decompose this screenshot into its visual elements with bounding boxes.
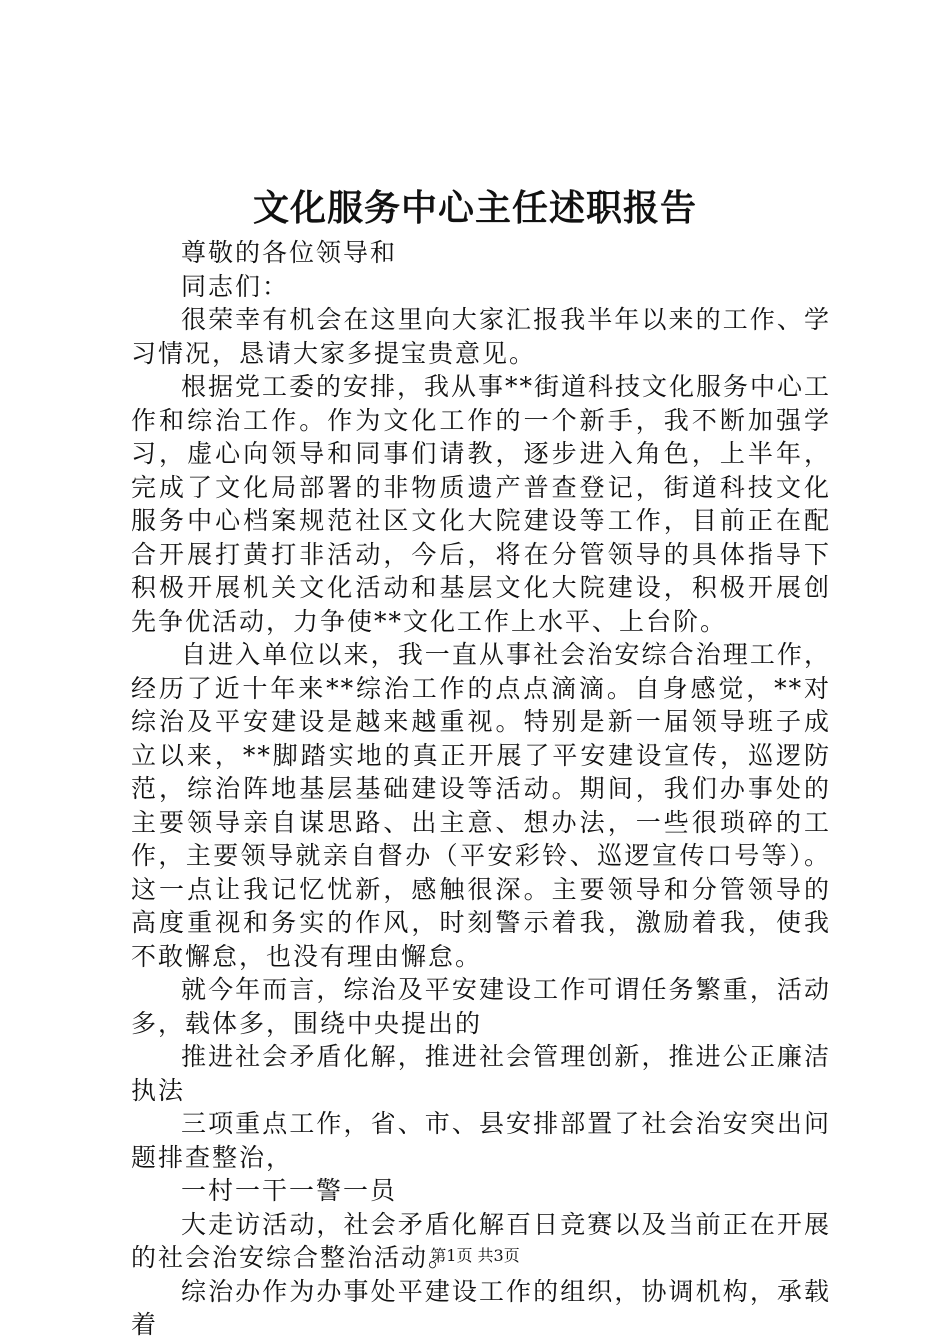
paragraph: 三项重点工作，省、市、县安排部置了社会治安突出问题排查整治， <box>131 1109 831 1172</box>
paragraph: 一村一干一警一员 <box>181 1176 398 1205</box>
paragraph: 就今年而言，综治及平安建设工作可谓任务繁重，活动多，载体多，围绕中央提出的 <box>131 975 831 1038</box>
page-number-footer: 第1页 共3页 <box>430 1246 520 1265</box>
document-title: 文化服务中心主任述职报告 <box>252 187 697 229</box>
paragraph: 综治办作为办事处平建设工作的组织，协调机构，承载着 <box>131 1276 831 1339</box>
paragraph: 根据党工委的安排，我从事**街道科技文化服务中心工作和综治工作。作为文化工作的一个新手，我不断加强学习，虚心向领导和同事们请教，逐步进入角色，上半年，完成了文化局部署的非物质遗产普查登记，街道科技文化服务中心档案规范社区文化大院建设等工作，目前正在配合开展打黄打非活动，今后，将在分管领导的具体指导下积极开展机关文化活动和基层文化大院建设，积极开展创先争优活动，力争使**文化工作上水平、上台阶。 <box>131 372 832 636</box>
paragraph: 大走访活动，社会矛盾化解百日竞赛以及当前正在开展的社会治安综合整治活动。 <box>131 1209 831 1272</box>
paragraph: 很荣幸有机会在这里向大家汇报我半年以来的工作、学习情况，恳请大家多提宝贵意见。 <box>131 305 831 368</box>
document-body <box>131 236 831 1342</box>
paragraph-salutation-1: 尊敬的各位领导和 <box>181 238 398 267</box>
paragraph: 自进入单位以来，我一直从事社会治安综合治理工作，经历了近十年来**综治工作的点点滴滴。自身感觉，**对综治及平安建设是越来越重视。特别是新一届领导班子成立以来，**脚踏实地的真正开展了平安建设宣传，巡逻防范，综治阵地基层基础建设等活动。期间，我们办事处的主要领导亲自谋思路、出主意、想办法，一些很琐碎的工作，主要领导就亲自督办（平安彩铃、巡逻宣传口号等）。这一点让我记忆忧新，感触很深。主要领导和分管领导的高度重视和务实的作风，时刻警示着我，激励着我，使我不敢懈怠，也没有理由懈怠。 <box>131 640 831 971</box>
paragraph: 推进社会矛盾化解，推进社会管理创新，推进公正廉洁执法 <box>131 1042 831 1105</box>
paragraph-salutation-2: 同志们： <box>181 271 290 301</box>
